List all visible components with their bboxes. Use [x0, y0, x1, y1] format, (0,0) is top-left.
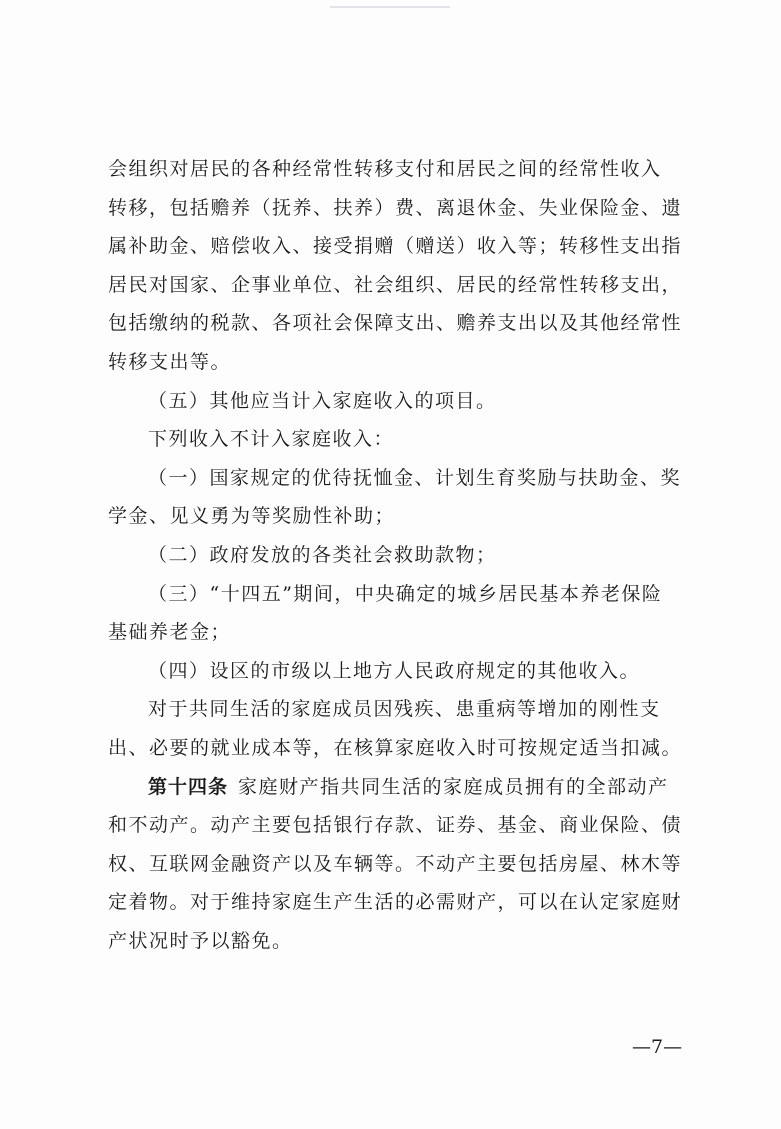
exclusion-item-1-line: （一）国家规定的优待抚恤金、计划生育奖励与扶助金、奖 [148, 466, 682, 489]
article-14-line-4: 定着物。对于维持家庭生产生活的必需财产，可以在认定家庭财 [108, 891, 683, 914]
text-line-2: 转移，包括赡养（抚养、扶养）费、离退休金、失业保险金、遗 [108, 196, 683, 219]
exclusion-item-3-cont-line: 基础养老金； [108, 621, 232, 644]
exclusion-item-2-line: （二）政府发放的各类社会救助款物； [148, 543, 497, 566]
text-line-6: 转移支出等。 [108, 350, 232, 373]
article-14-line-3: 权、互联网金融资产以及车辆等。不动产主要包括房屋、林木等 [108, 852, 683, 875]
article-14-title: 第十四条 [148, 775, 229, 798]
document-body [108, 150, 698, 960]
exclusion-heading-line: 下列收入不计入家庭收入： [148, 428, 395, 451]
deduction-para-line-1: 对于共同生活的家庭成员因残疾、患重病等增加的刚性支 [148, 698, 661, 721]
text-line-5: 包括缴纳的税款、各项社会保障支出、赡养支出以及其他经常性 [108, 312, 683, 335]
deduction-para-line-2: 出、必要的就业成本等，在核算家庭收入时可按规定适当扣减。 [108, 736, 683, 759]
article-14-line-2: 和不动产。动产主要包括银行存款、证券、基金、商业保险、债 [108, 814, 683, 837]
text-line-3: 属补助金、赔偿收入、接受捐赠（赠送）收入等；转移性支出指 [108, 235, 683, 258]
exclusion-item-4-line: （四）设区的市级以上地方人民政府规定的其他收入。 [148, 659, 641, 682]
page-number: —7— [632, 1036, 683, 1058]
item-five-line: （五）其他应当计入家庭收入的项目。 [148, 389, 497, 412]
article-14-first-line [108, 768, 698, 807]
exclusion-item-1-cont-line: 学金、见义勇为等奖励性补助； [108, 505, 396, 528]
article-14-text: 家庭财产指共同生活的家庭成员拥有的全部动产 [238, 775, 669, 798]
article-14-line-5: 产状况时予以豁免。 [108, 929, 293, 952]
text-line-1: 会组织对居民的各种经常性转移支付和居民之间的经常性收入 [108, 158, 662, 180]
exclusion-item-3-line: （三）“十四五”期间，中央确定的城乡居民基本养老保险 [148, 582, 663, 605]
text-line-4: 居民对国家、企事业单位、社会组织、居民的经常性转移支出， [108, 273, 683, 296]
scan-artifact [330, 6, 450, 8]
